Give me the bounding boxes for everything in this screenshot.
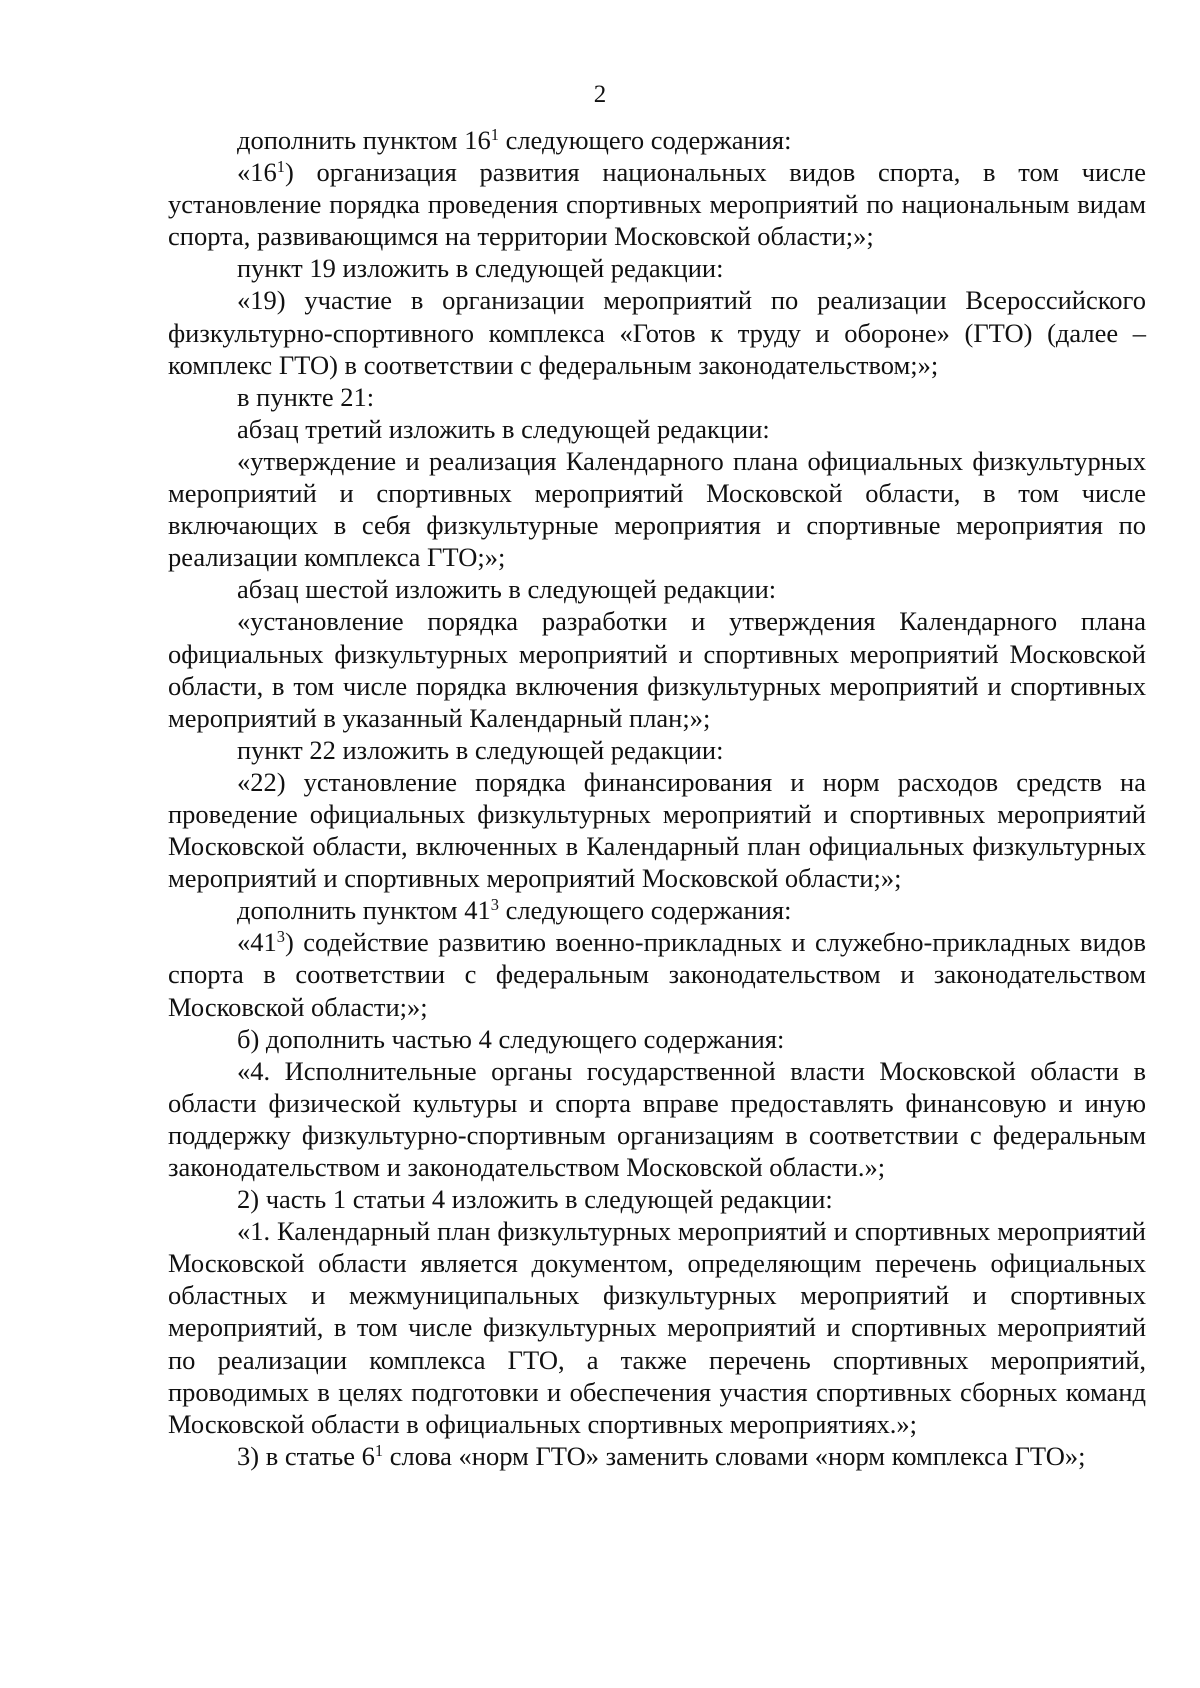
- paragraph-text: «41: [237, 927, 277, 958]
- paragraph: [168, 573, 1146, 605]
- paragraph: [168, 1183, 1146, 1215]
- paragraph: [168, 156, 1146, 252]
- paragraph-text: 3) в статье 6: [237, 1440, 375, 1471]
- paragraph: [168, 926, 1146, 1022]
- paragraph-text: «4. Исполнительные органы государственной власти Московской области в области физической культуры и спорта вправе предоставлять финансовую и иную поддержку физкультурно-спортивным организациям в соответствии с федеральным законодательством и законодательством Московской области.»;: [168, 1055, 1146, 1182]
- paragraph: [168, 1215, 1146, 1440]
- paragraph: [168, 445, 1146, 573]
- superscript: 3: [490, 895, 499, 915]
- paragraph: [168, 413, 1146, 445]
- paragraph-text: в пункте 21:: [237, 381, 375, 412]
- paragraph-text: следующего содержания:: [498, 125, 792, 155]
- paragraph-text: абзац шестой изложить в следующей редакции:: [237, 574, 777, 605]
- paragraph-text: «1. Календарный план физкультурных мероприятий и спортивных мероприятий Московской области является документом, определяющим перечень официальных областных и межмуниципальных физкультурных мероприятий и спортивных мероприятий, в том числе физкультурных мероприятий и спортивных мероприятий по реализации комплекса ГТО, а также перечень спортивных мероприятий, проводимых в целях подготовки и обеспечения участия спортивных сборных команд Московской области в официальных спортивных мероприятиях.»;: [168, 1216, 1146, 1439]
- paragraph-text: 2) часть 1 статьи 4 изложить в следующей редакции:: [237, 1184, 833, 1215]
- paragraph: [168, 284, 1146, 380]
- paragraph: [168, 381, 1146, 413]
- paragraph-text: пункт 22 изложить в следующей редакции:: [237, 734, 724, 765]
- paragraph-text: ) организация развития национальных видов спорта, в том числе установление порядка проведения спортивных мероприятий по национальным видам спорта, развивающимся на территории Московской области;»;: [168, 157, 1146, 252]
- paragraph-text: «22) установление порядка финансирования и норм расходов средств на проведение официальных физкультурных мероприятий и спортивных мероприятий Московской области, включенных в Календарный план официальных физкультурных мероприятий и спортивных мероприятий Московской области;»;: [168, 766, 1146, 894]
- paragraph: [168, 894, 1146, 926]
- paragraph: [168, 734, 1146, 766]
- paragraph: [168, 252, 1146, 284]
- paragraph-text: дополнить пунктом 16: [237, 125, 491, 155]
- paragraph-text: «16: [237, 157, 277, 188]
- paragraph-text: «утверждение и реализация Календарного плана официальных физкультурных мероприятий и спортивных мероприятий Московской области, в том числе включающих в себя физкультурные мероприятия и спортивные мероприятия по реализации комплекса ГТО;»;: [168, 445, 1146, 573]
- paragraph-text: ) содействие развитию военно-прикладных и служебно-прикладных видов спорта в соответствии с федеральным законодательством и законодательством Московской области;»;: [168, 927, 1146, 1022]
- page-number: 2: [593, 81, 607, 108]
- paragraph-text: «установление порядка разработки и утверждения Календарного плана официальных физкультурных мероприятий и спортивных мероприятий Московской области, в том числе порядка включения физкультурных мероприятий и спортивных мероприятий в указанный Календарный план;»;: [168, 606, 1146, 733]
- paragraph: [168, 1055, 1146, 1183]
- paragraph-text: пункт 19 изложить в следующей редакции:: [237, 253, 724, 284]
- paragraph-text: б) дополнить частью 4 следующего содержания:: [237, 1023, 785, 1054]
- superscript: 3: [276, 927, 285, 947]
- paragraph: [168, 766, 1146, 894]
- paragraph: [168, 1023, 1146, 1055]
- document-body: [168, 124, 1146, 1472]
- superscript: 1: [490, 124, 499, 144]
- paragraph: [168, 1440, 1146, 1472]
- paragraph-text: слова «норм ГТО» заменить словами «норм комплекса ГТО»;: [383, 1440, 1086, 1471]
- paragraph-text: абзац третий изложить в следующей редакции:: [237, 413, 770, 444]
- paragraph-text: «19) участие в организации мероприятий по реализации Всероссийского физкультурно-спортивного комплекса «Готов к труду и обороне» (ГТО) (далее – комплекс ГТО) в соответствии с федеральным законодательством;»;: [168, 285, 1146, 380]
- paragraph: [168, 124, 1146, 156]
- superscript: 1: [374, 1440, 384, 1460]
- paragraph-text: следующего содержания:: [498, 895, 792, 926]
- paragraph-text: дополнить пунктом 41: [237, 895, 491, 926]
- superscript: 1: [276, 157, 285, 177]
- paragraph: [168, 605, 1146, 733]
